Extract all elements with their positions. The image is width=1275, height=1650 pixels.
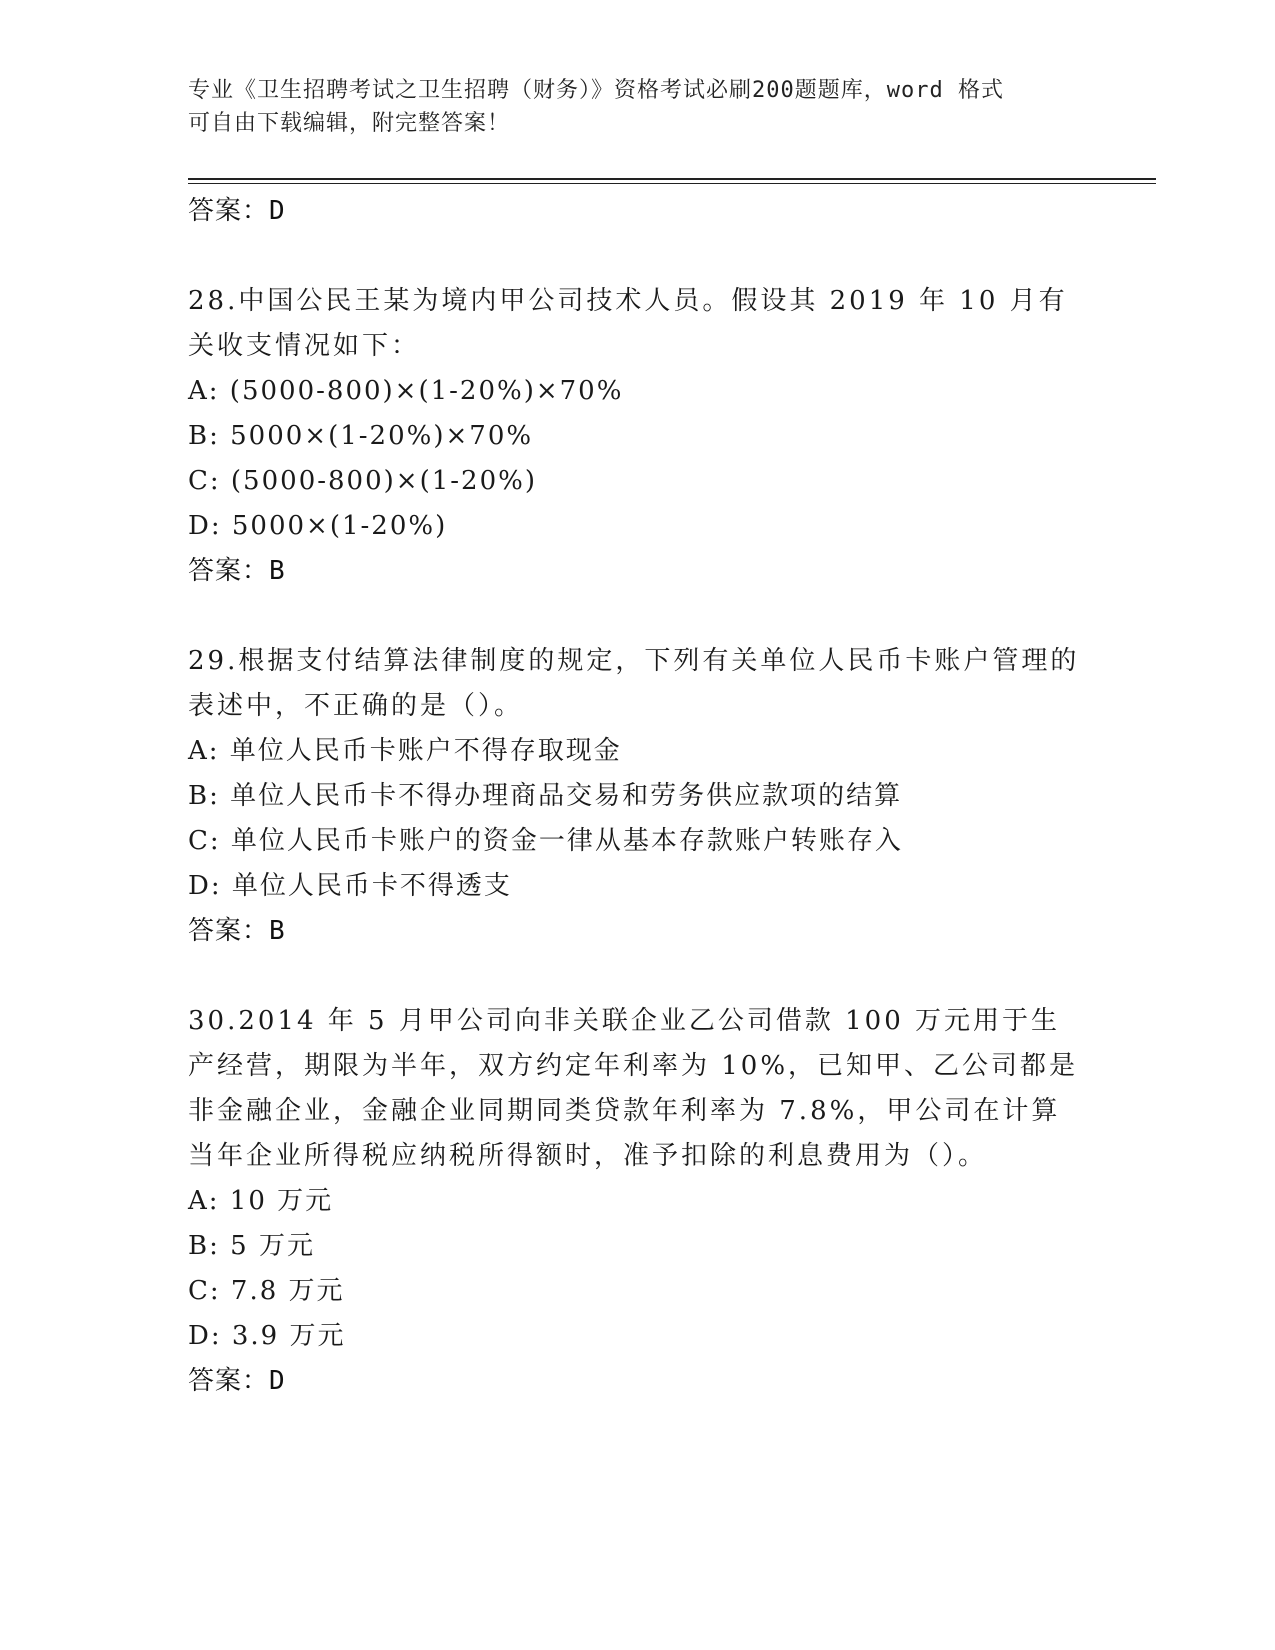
option-c: C: 单位人民币卡账户的资金一律从基本存款账户转账存入 [188, 826, 903, 856]
answer: 答案：B [188, 556, 286, 586]
option-d: D: 3.9 万元 [188, 1321, 346, 1351]
option-a: A: (5000-800)×(1-20%)×70% [188, 376, 624, 406]
answer: 答案：B [188, 916, 286, 946]
question-30 [188, 999, 1088, 1403]
header-divider-thick [188, 178, 1156, 180]
option-d: D: 5000×(1-20%) [188, 511, 448, 541]
header-line-1: 专业《卫生招聘考试之卫生招聘（财务）》资格考试必刷200题题库，word 格式 [188, 78, 1004, 103]
option-a: A: 10 万元 [188, 1186, 334, 1216]
question-stem: 30.2014 年 5 月甲公司向非关联企业乙公司借款 100 万元用于生产经营，期限为半年，双方约定年利率为 10%，已知甲、乙公司都是非金融企业，金融企业同期同类贷款年利率为 7.8%，甲公司在计算当年企业所得税应纳税所得额时，准予扣除的利息费用为（）。 [188, 1006, 1079, 1171]
previous-answer: 答案：D [188, 196, 286, 226]
document-header [188, 74, 1088, 140]
option-a: A: 单位人民币卡账户不得存取现金 [188, 736, 622, 766]
header-line-2: 可自由下载编辑，附完整答案！ [188, 111, 511, 136]
question-28 [188, 279, 1088, 593]
option-b: B: 5000×(1-20%)×70% [188, 421, 534, 451]
option-c: C: (5000-800)×(1-20%) [188, 466, 537, 496]
answer: 答案：D [188, 1366, 286, 1396]
question-stem: 29.根据支付结算法律制度的规定，下列有关单位人民币卡账户管理的表述中，不正确的是（）。 [188, 646, 1080, 721]
question-stem: 28.中国公民王某为境内甲公司技术人员。假设其 2019 年 10 月有关收支情况如下： [188, 286, 1068, 361]
header-divider-thin [188, 183, 1156, 184]
document-body [188, 189, 1088, 1403]
option-c: C: 7.8 万元 [188, 1276, 345, 1306]
option-b: B: 单位人民币卡不得办理商品交易和劳务供应款项的结算 [188, 781, 903, 811]
question-29 [188, 639, 1088, 953]
option-d: D: 单位人民币卡不得透支 [188, 871, 512, 901]
option-b: B: 5 万元 [188, 1231, 315, 1261]
